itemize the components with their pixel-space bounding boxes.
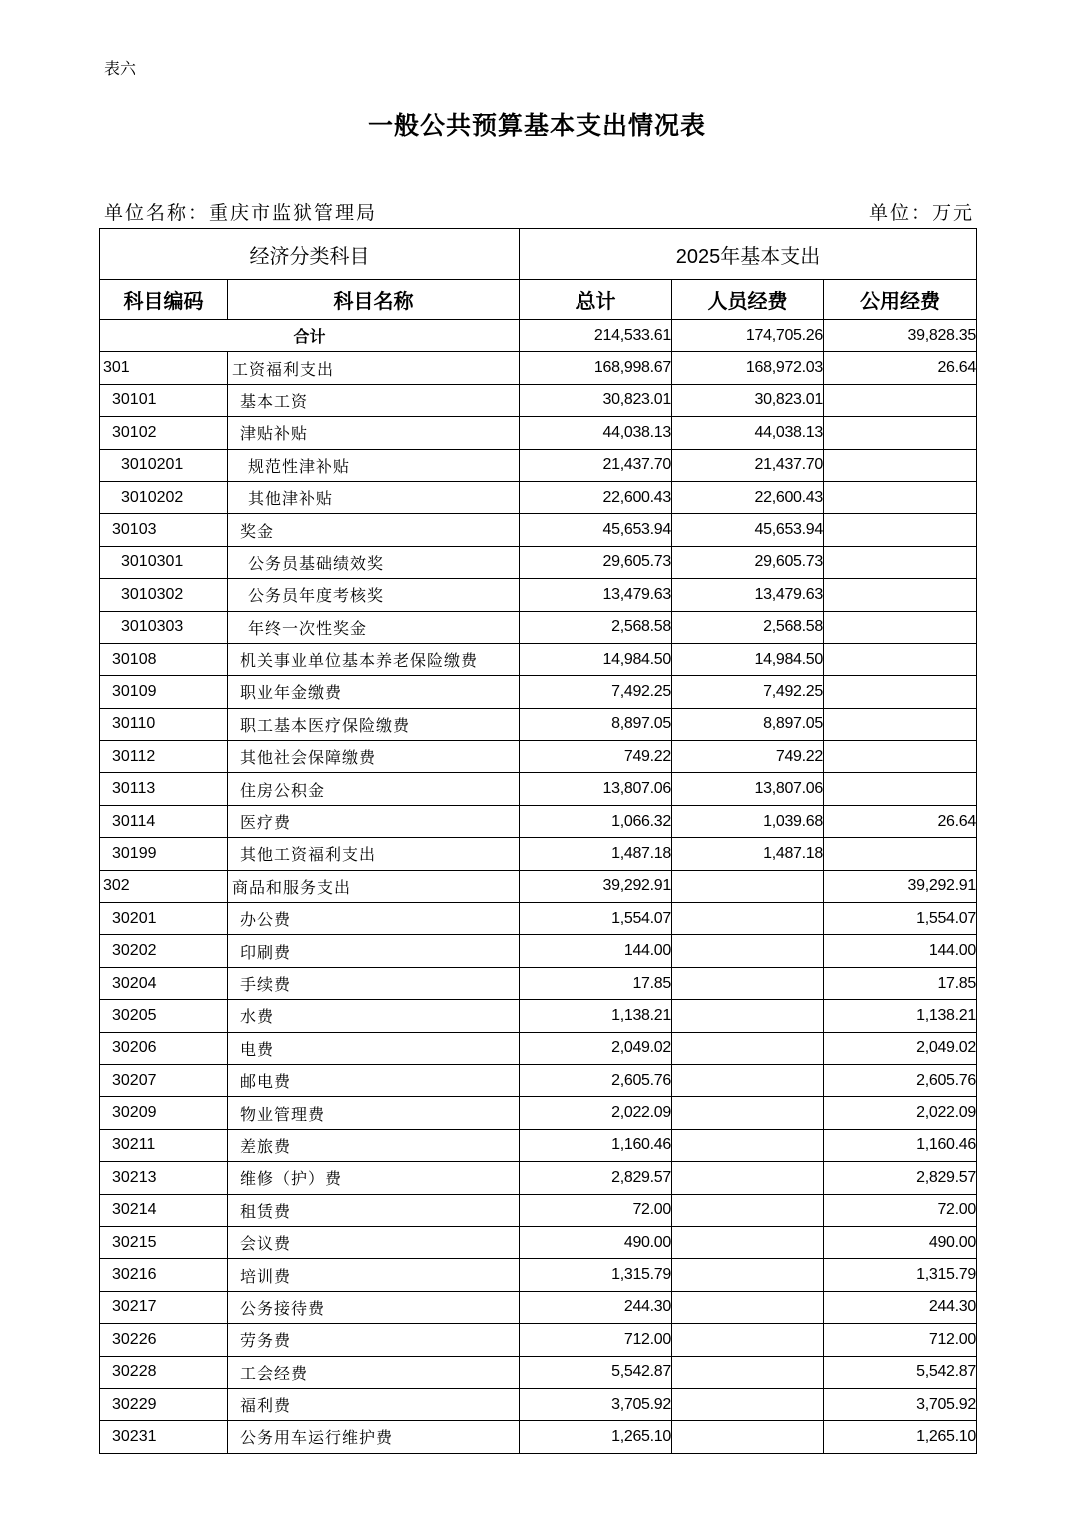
row-code: 30202	[100, 935, 228, 967]
table-row	[100, 708, 977, 740]
row-total: 749.22	[520, 741, 672, 773]
row-name: 医疗费	[228, 805, 520, 837]
table-row	[100, 643, 977, 675]
row-code: 30103	[100, 514, 228, 546]
row-code: 30217	[100, 1291, 228, 1323]
budget-table	[99, 228, 977, 1454]
row-public	[824, 643, 977, 675]
table-row	[100, 579, 977, 611]
row-personnel: 44,038.13	[672, 417, 824, 449]
row-personnel	[672, 1064, 824, 1096]
row-name: 工资福利支出	[228, 352, 520, 384]
row-personnel: 14,984.50	[672, 643, 824, 675]
row-code: 30109	[100, 676, 228, 708]
row-code: 30102	[100, 417, 228, 449]
row-name: 住房公积金	[228, 773, 520, 805]
row-code: 3010202	[100, 481, 228, 513]
row-name: 公务员基础绩效奖	[228, 546, 520, 578]
row-total: 244.30	[520, 1291, 672, 1323]
row-total: 144.00	[520, 935, 672, 967]
row-public: 3,705.92	[824, 1388, 977, 1420]
row-personnel: 1,487.18	[672, 838, 824, 870]
row-personnel	[672, 1388, 824, 1420]
table-row	[100, 838, 977, 870]
table-row	[100, 417, 977, 449]
row-public	[824, 708, 977, 740]
row-total: 22,600.43	[520, 481, 672, 513]
row-public: 2,605.76	[824, 1064, 977, 1096]
row-code: 30112	[100, 741, 228, 773]
row-personnel	[672, 1162, 824, 1194]
row-total: 1,315.79	[520, 1259, 672, 1291]
row-personnel	[672, 903, 824, 935]
table-row	[100, 773, 977, 805]
row-code: 3010301	[100, 546, 228, 578]
row-personnel: 168,972.03	[672, 352, 824, 384]
row-name: 水费	[228, 1000, 520, 1032]
row-public	[824, 579, 977, 611]
row-code: 3010303	[100, 611, 228, 643]
header-basic-expenditure: 2025年基本支出	[520, 229, 977, 280]
row-name: 邮电费	[228, 1064, 520, 1096]
column-header-personnel: 人员经费	[672, 280, 824, 320]
row-name: 商品和服务支出	[228, 870, 520, 902]
row-code: 30215	[100, 1226, 228, 1258]
row-name: 奖金	[228, 514, 520, 546]
row-personnel: 8,897.05	[672, 708, 824, 740]
row-total: 39,292.91	[520, 870, 672, 902]
row-total: 5,542.87	[520, 1356, 672, 1388]
row-name: 工会经费	[228, 1356, 520, 1388]
row-public: 2,049.02	[824, 1032, 977, 1064]
row-name: 其他社会保障缴费	[228, 741, 520, 773]
row-public	[824, 676, 977, 708]
row-public	[824, 417, 977, 449]
row-code: 30216	[100, 1259, 228, 1291]
row-public: 244.30	[824, 1291, 977, 1323]
row-total: 712.00	[520, 1324, 672, 1356]
row-public: 2,829.57	[824, 1162, 977, 1194]
table-row	[100, 1324, 977, 1356]
table-row	[100, 741, 977, 773]
header-economic-classification: 经济分类科目	[100, 229, 520, 280]
row-code: 30110	[100, 708, 228, 740]
row-name: 公务员年度考核奖	[228, 579, 520, 611]
row-code: 30206	[100, 1032, 228, 1064]
row-personnel: 29,605.73	[672, 546, 824, 578]
table-row	[100, 903, 977, 935]
total-row	[100, 320, 977, 352]
row-code: 30204	[100, 967, 228, 999]
column-header-name: 科目名称	[228, 280, 520, 320]
row-name: 其他工资福利支出	[228, 838, 520, 870]
row-total: 490.00	[520, 1226, 672, 1258]
row-personnel: 749.22	[672, 741, 824, 773]
total-personnel-amount: 174,705.26	[672, 320, 824, 352]
row-public	[824, 449, 977, 481]
row-personnel: 13,479.63	[672, 579, 824, 611]
row-public	[824, 481, 977, 513]
row-code: 30209	[100, 1097, 228, 1129]
table-row	[100, 352, 977, 384]
row-personnel	[672, 1032, 824, 1064]
row-personnel	[672, 1226, 824, 1258]
row-personnel	[672, 1291, 824, 1323]
row-public: 144.00	[824, 935, 977, 967]
table-row	[100, 935, 977, 967]
row-personnel	[672, 1259, 824, 1291]
row-total: 3,705.92	[520, 1388, 672, 1420]
row-public	[824, 773, 977, 805]
unit-measure: 单位：万元	[868, 202, 974, 224]
column-header-code: 科目编码	[100, 280, 228, 320]
row-total: 2,049.02	[520, 1032, 672, 1064]
row-public: 2,022.09	[824, 1097, 977, 1129]
row-public: 1,315.79	[824, 1259, 977, 1291]
row-name: 会议费	[228, 1226, 520, 1258]
row-total: 13,479.63	[520, 579, 672, 611]
row-name: 公务接待费	[228, 1291, 520, 1323]
total-label: 合计	[100, 320, 520, 352]
row-public	[824, 384, 977, 416]
table-row	[100, 1162, 977, 1194]
row-total: 44,038.13	[520, 417, 672, 449]
row-public	[824, 546, 977, 578]
row-name: 差旅费	[228, 1129, 520, 1161]
row-code: 30213	[100, 1162, 228, 1194]
row-code: 30205	[100, 1000, 228, 1032]
row-total: 21,437.70	[520, 449, 672, 481]
row-personnel	[672, 1000, 824, 1032]
row-code: 30108	[100, 643, 228, 675]
row-total: 2,605.76	[520, 1064, 672, 1096]
table-row	[100, 967, 977, 999]
row-name: 物业管理费	[228, 1097, 520, 1129]
row-code: 3010302	[100, 579, 228, 611]
row-public: 26.64	[824, 805, 977, 837]
row-personnel	[672, 935, 824, 967]
row-total: 72.00	[520, 1194, 672, 1226]
row-name: 津贴补贴	[228, 417, 520, 449]
row-public	[824, 514, 977, 546]
row-total: 1,265.10	[520, 1421, 672, 1453]
table-row	[100, 870, 977, 902]
table-row	[100, 676, 977, 708]
total-public-amount: 39,828.35	[824, 320, 977, 352]
row-code: 30226	[100, 1324, 228, 1356]
row-name: 职业年金缴费	[228, 676, 520, 708]
table-row	[100, 1356, 977, 1388]
row-code: 30101	[100, 384, 228, 416]
row-public: 1,554.07	[824, 903, 977, 935]
table-row	[100, 1129, 977, 1161]
table-row	[100, 1388, 977, 1420]
row-name: 年终一次性奖金	[228, 611, 520, 643]
row-name: 培训费	[228, 1259, 520, 1291]
row-code: 30231	[100, 1421, 228, 1453]
row-name: 职工基本医疗保险缴费	[228, 708, 520, 740]
row-public: 1,265.10	[824, 1421, 977, 1453]
row-personnel: 13,807.06	[672, 773, 824, 805]
row-name: 维修（护）费	[228, 1162, 520, 1194]
row-total: 1,066.32	[520, 805, 672, 837]
row-personnel: 30,823.01	[672, 384, 824, 416]
row-public: 39,292.91	[824, 870, 977, 902]
row-code: 30207	[100, 1064, 228, 1096]
row-name: 公务用车运行维护费	[228, 1421, 520, 1453]
row-total: 2,568.58	[520, 611, 672, 643]
row-code: 301	[100, 352, 228, 384]
row-public: 1,138.21	[824, 1000, 977, 1032]
unit-name: 单位名称：重庆市监狱管理局	[104, 202, 378, 224]
row-code: 302	[100, 870, 228, 902]
row-total: 2,829.57	[520, 1162, 672, 1194]
table-row	[100, 546, 977, 578]
table-row	[100, 449, 977, 481]
row-personnel	[672, 967, 824, 999]
row-total: 13,807.06	[520, 773, 672, 805]
row-public: 1,160.46	[824, 1129, 977, 1161]
table-row	[100, 384, 977, 416]
table-row	[100, 805, 977, 837]
row-public: 72.00	[824, 1194, 977, 1226]
row-name: 印刷费	[228, 935, 520, 967]
row-public	[824, 741, 977, 773]
row-code: 30228	[100, 1356, 228, 1388]
row-public	[824, 838, 977, 870]
row-code: 30201	[100, 903, 228, 935]
table-row	[100, 1097, 977, 1129]
row-total: 1,138.21	[520, 1000, 672, 1032]
row-personnel	[672, 1356, 824, 1388]
row-name: 福利费	[228, 1388, 520, 1420]
sheet-label: 表六	[104, 59, 137, 78]
row-public: 17.85	[824, 967, 977, 999]
row-name: 手续费	[228, 967, 520, 999]
row-public: 26.64	[824, 352, 977, 384]
row-name: 规范性津补贴	[228, 449, 520, 481]
row-personnel	[672, 870, 824, 902]
row-total: 1,160.46	[520, 1129, 672, 1161]
row-total: 8,897.05	[520, 708, 672, 740]
row-total: 17.85	[520, 967, 672, 999]
row-name: 基本工资	[228, 384, 520, 416]
row-name: 机关事业单位基本养老保险缴费	[228, 643, 520, 675]
row-total: 30,823.01	[520, 384, 672, 416]
row-name: 租赁费	[228, 1194, 520, 1226]
table-row	[100, 1259, 977, 1291]
row-code: 30229	[100, 1388, 228, 1420]
row-total: 14,984.50	[520, 643, 672, 675]
row-personnel: 2,568.58	[672, 611, 824, 643]
row-public: 490.00	[824, 1226, 977, 1258]
row-personnel	[672, 1421, 824, 1453]
table-row	[100, 481, 977, 513]
row-total: 2,022.09	[520, 1097, 672, 1129]
column-header-total: 总计	[520, 280, 672, 320]
row-name: 劳务费	[228, 1324, 520, 1356]
row-personnel: 21,437.70	[672, 449, 824, 481]
row-total: 1,487.18	[520, 838, 672, 870]
table-row	[100, 1194, 977, 1226]
table-row	[100, 1226, 977, 1258]
total-amount: 214,533.61	[520, 320, 672, 352]
table-row	[100, 1032, 977, 1064]
table-row	[100, 1064, 977, 1096]
row-personnel: 7,492.25	[672, 676, 824, 708]
row-total: 7,492.25	[520, 676, 672, 708]
row-code: 3010201	[100, 449, 228, 481]
row-public	[824, 611, 977, 643]
row-personnel: 45,653.94	[672, 514, 824, 546]
row-code: 30211	[100, 1129, 228, 1161]
row-personnel	[672, 1097, 824, 1129]
row-name: 办公费	[228, 903, 520, 935]
row-personnel	[672, 1129, 824, 1161]
row-total: 1,554.07	[520, 903, 672, 935]
row-code: 30113	[100, 773, 228, 805]
row-name: 其他津补贴	[228, 481, 520, 513]
row-code: 30114	[100, 805, 228, 837]
row-personnel	[672, 1194, 824, 1226]
row-total: 45,653.94	[520, 514, 672, 546]
column-header-public: 公用经费	[824, 280, 977, 320]
row-public: 712.00	[824, 1324, 977, 1356]
row-name: 电费	[228, 1032, 520, 1064]
document-title: 一般公共预算基本支出情况表	[367, 111, 706, 140]
row-code: 30199	[100, 838, 228, 870]
row-personnel: 1,039.68	[672, 805, 824, 837]
row-code: 30214	[100, 1194, 228, 1226]
row-total: 29,605.73	[520, 546, 672, 578]
row-total: 168,998.67	[520, 352, 672, 384]
row-personnel	[672, 1324, 824, 1356]
table-row	[100, 1291, 977, 1323]
row-public: 5,542.87	[824, 1356, 977, 1388]
table-row	[100, 514, 977, 546]
table-row	[100, 1421, 977, 1453]
row-personnel: 22,600.43	[672, 481, 824, 513]
table-row	[100, 1000, 977, 1032]
table-row	[100, 611, 977, 643]
